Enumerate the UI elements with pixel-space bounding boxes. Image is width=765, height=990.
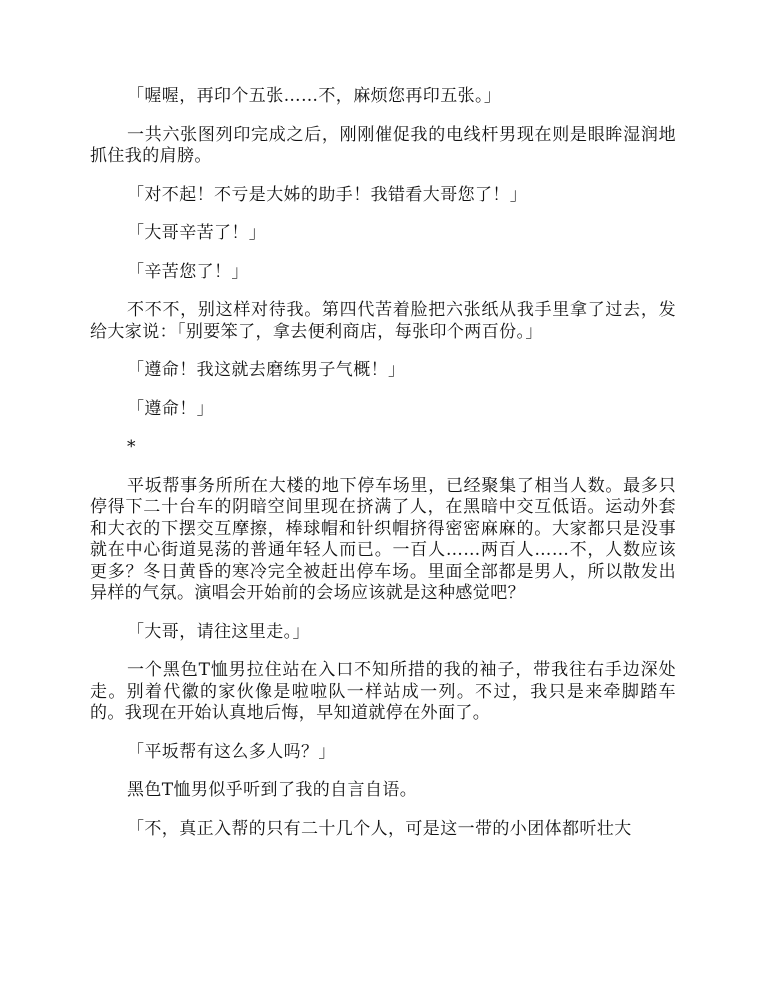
paragraph: 平坂帮事务所所在大楼的地下停车场里，已经聚集了相当人数。最多只停得下二十台车的阴暗空间里现在挤满了人，在黑暗中交互低语。运动外套和大衣的下摆交互摩擦，棒球帽和针织帽挤得密密麻麻的。大家都只是没事就在中心街道晃荡的普通年轻人而已。一百人……两百人……不，人数应该更多？冬日黄昏的寒冷完全被赶出停车场。里面全部都是男人，所以散发出异样的气氛。演唱会开始前的会场应该就是这种感觉吧？ [90, 475, 676, 603]
novel-text-body [90, 86, 676, 857]
paragraph-continued: 「不，真正入帮的只有二十几个人，可是这一带的小团体都听壮大 [127, 818, 632, 839]
paragraph: 不不不，别这样对待我。第四代苦着脸把六张纸从我手里拿了过去，发给大家说：「别要笨了，拿去便利商店，每张印个两百份。」 [90, 300, 676, 342]
paragraph: 「辛苦您了！」 [127, 261, 249, 282]
paragraph: 一个黑色T恤男拉住站在入口不知所措的我的袖子，带我往右手边深处走。别着代徽的家伙像是啦啦队一样站成一列。不过，我只是来牵脚踏车的。我现在开始认真地后悔，早知道就停在外面了。 [90, 660, 676, 723]
paragraph: 「对不起！不亏是大姊的助手！我错看大哥您了！」 [127, 184, 528, 205]
scene-break-asterisk: * [127, 437, 136, 457]
paragraph: 黑色T恤男似乎听到了我的自言自语。 [127, 780, 418, 800]
paragraph: 一共六张图列印完成之后，刚刚催促我的电线杆男现在则是眼眸湿润地抓住我的肩膀。 [90, 124, 676, 166]
paragraph: 「喔喔，再印个五张……不，麻烦您再印五张。」 [127, 86, 502, 106]
paragraph: 「遵命！我这就去磨练男子气概！」 [127, 360, 406, 380]
paragraph: 「遵命！」 [127, 398, 214, 419]
paragraph: 「大哥，请往这里走。」 [127, 621, 310, 642]
paragraph: 「大哥辛苦了！」 [127, 223, 267, 243]
paragraph: 「平坂帮有这么多人吗？」 [127, 741, 336, 762]
